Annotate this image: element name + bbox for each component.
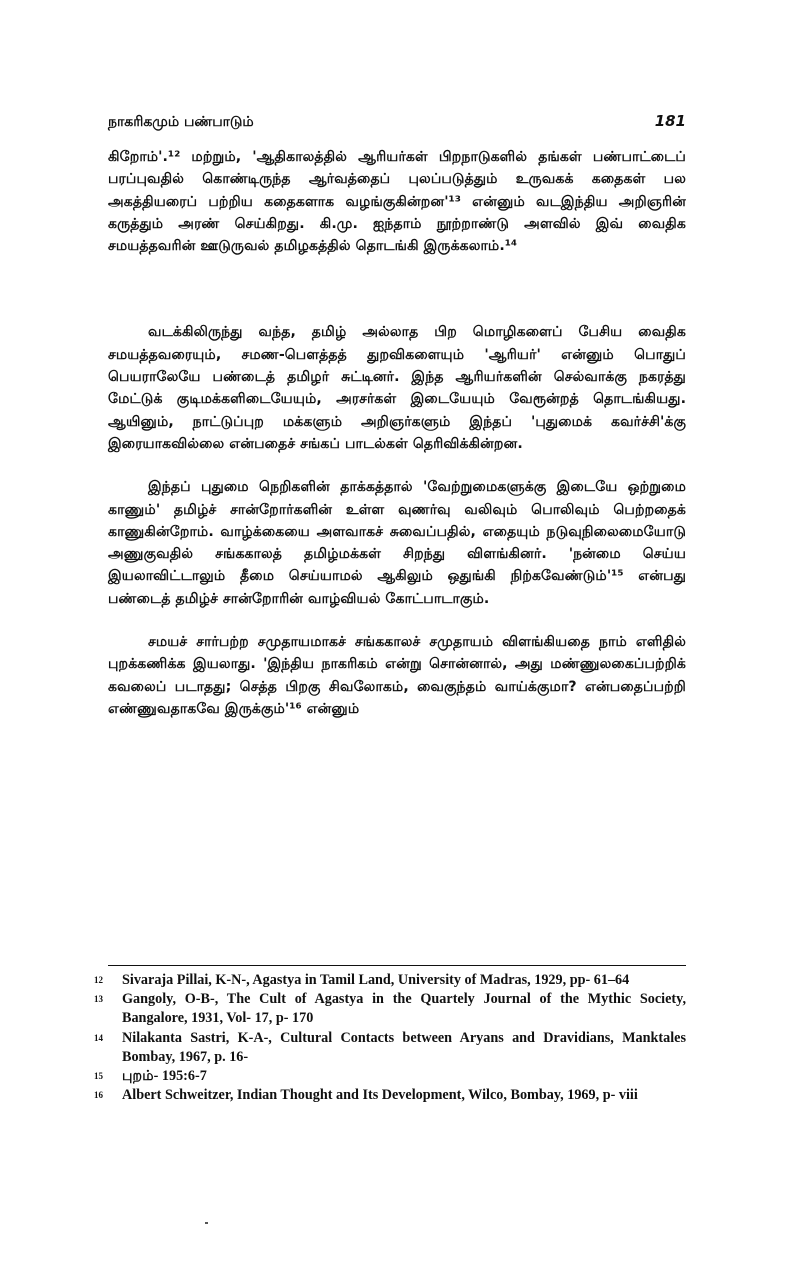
footnote-divider xyxy=(108,965,686,966)
scan-speck xyxy=(205,1222,208,1224)
paragraph-4: சமயச் சார்பற்ற சமுதாயமாகச் சங்ககாலச் சமுதாயம் விளங்கியதை நாம் எளிதில் புறக்கணிக்க இயலாது. 'இந்திய நாகரிகம் என்று சொன்னால், அது மண்ணுலகைப்பற்றிக் கவலைப் படாதது; செத்த பிறகு சிவலோகம், வைகுந்தம் வாய்க்குமா? என்பதைப்பற்றி எண்ணுவதாகவே இருக்கும்'¹⁶ என்னும் xyxy=(108,634,686,717)
footnote-14: 14 Nilakanta Sastri, K-A-, Cultural Contacts between Aryans and Dravidians, Manktales Bombay, 1967, p. 16- xyxy=(94,1029,686,1065)
footnote-12: 12 Sivaraja Pillai, K-N-, Agastya in Tamil Land, University of Madras, 1929, pp- 61–64 xyxy=(94,972,630,988)
page-body xyxy=(108,112,686,720)
paragraph-3: இந்தப் புதுமை நெறிகளின் தாக்கத்தால் 'வேற்றுமைகளுக்கு இடையே ஒற்றுமை காணும்' தமிழ்ச் சான்றோர்களின் உள்ள வுணர்வு வலிவும் பொலிவும் பெற்றதைக் காணுகின்றோம். வாழ்க்கையை அளவாகச் சுவைப்பதில், எதையும் நடுவுநிலைமையோடு அணுகுவதில் சங்ககாலத் தமிழ்மக்கள் சிறந்து விளங்கினர். 'நன்மை செய்ய இயலாவிட்டாலும் தீமை செய்யாமல் ஆகிலும் ஒதுங்கி நிற்கவேண்டும்'¹⁵ என்பது பண்டைத் தமிழ்ச் சான்றோரின் வாழ்வியல் கோட்பாடாகும். xyxy=(108,479,686,607)
paragraph-2: வடக்கிலிருந்து வந்த, தமிழ் அல்லாத பிற மொழிகளைப் பேசிய வைதிக சமயத்தவரையும், சமண-பௌத்தத் துறவிகளையும் 'ஆரியர்' என்னும் பொதுப் பெயராலேயே பண்டைத் தமிழர் சுட்டினர். இந்த ஆரியர்களின் செல்வாக்கு நகரத்து மேட்டுக் குடிமக்களிடையேயும், அரசர்கள் இடையேயும் வேரூன்றத் தொடங்கியது. ஆயினும், நாட்டுப்புற மக்களும் அறிஞர்களும் இந்தப் 'புதுமைக் கவர்ச்சி'க்கு இரையாகவில்லை என்பதைச் சங்கப் பாடல்கள் தெரிவிக்கின்றன. xyxy=(108,324,686,452)
page-header xyxy=(108,112,686,146)
paragraph-1: கிறோம்'.¹² மற்றும், 'ஆதிகாலத்தில் ஆரியர்கள் பிறநாடுகளில் தங்கள் பண்பாட்டைப் பரப்புவதில் கொண்டிருந்த ஆர்வத்தைப் புலப்படுத்தும் உருவகக் கதைகள் பல அகத்தியரைப் பற்றிய கதைகளாக வழங்குகின்றன'¹³ என்னும் வடஇந்திய அறிஞரின் கருத்தும் அரண் செய்கிறது. கி.மு. ஐந்தாம் நூற்றாண்டு அளவில் இவ் வைதிக சமயத்தவரின் ஊடுருவல் தமிழகத்தில் தொடங்கி இருக்கலாம்.¹⁴ xyxy=(108,149,686,255)
footnote-13: 13 Gangoly, O-B-, The Cult of Agastya in the Quartely Journal of the Mythic Society, Bangalore, 1931, Vol- 17, p- 170 xyxy=(94,991,686,1027)
footnotes xyxy=(94,971,686,1105)
footnote-15: 15 புறம்- 195:6-7 xyxy=(94,1068,207,1085)
running-head: நாகரிகமும் பண்பாடும் xyxy=(108,114,254,130)
footnote-16: 16 Albert Schweitzer, Indian Thought and Its Development, Wilco, Bombay, 1969, p- viii xyxy=(94,1087,638,1104)
page-number: 181 xyxy=(654,112,686,130)
